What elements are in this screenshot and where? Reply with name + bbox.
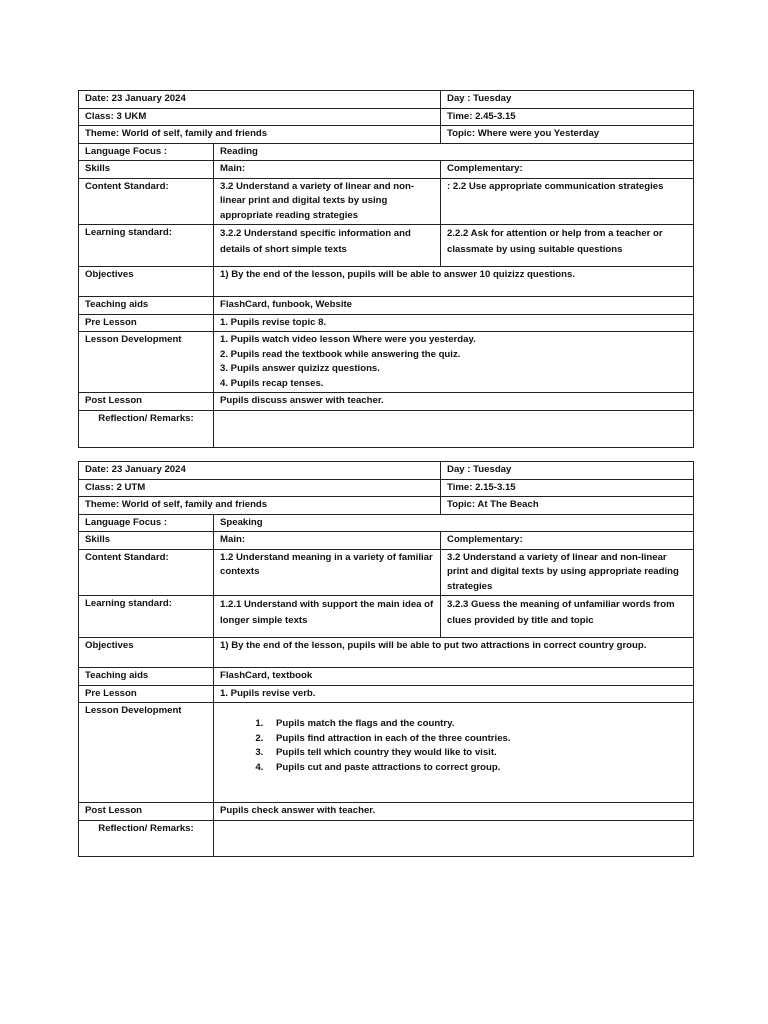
list-item: 4. Pupils recap tenses. bbox=[220, 377, 324, 389]
main-label: Main: bbox=[214, 161, 441, 179]
pre-lesson-value: 1. Pupils revise topic 8. bbox=[214, 314, 694, 332]
content-standard-main: 1.2 Understand meaning in a variety of familiar contexts bbox=[214, 549, 441, 596]
objectives-value: 1) By the end of the lesson, pupils will be able to answer 10 quizizz questions. bbox=[214, 267, 694, 297]
lesson-development-label: Lesson Development bbox=[79, 332, 214, 393]
language-focus-label: Language Focus : bbox=[79, 514, 214, 532]
objectives-label: Objectives bbox=[79, 638, 214, 668]
list-item: 2. Pupils read the textbook while answering the quiz. bbox=[220, 348, 461, 360]
content-standard-label: Content Standard: bbox=[79, 549, 214, 596]
theme-cell: Theme: World of self, family and friends bbox=[79, 497, 441, 515]
post-lesson-label: Post Lesson bbox=[79, 803, 214, 821]
class-cell: Class: 2 UTM bbox=[79, 479, 441, 497]
topic-cell: Topic: At The Beach bbox=[441, 497, 694, 515]
learning-standard-label: Learning standard: bbox=[79, 225, 214, 267]
content-standard-main: 3.2 Understand a variety of linear and non-linear print and digital texts by using appropriate reading strategies bbox=[214, 178, 441, 225]
lesson-steps-list bbox=[220, 717, 687, 775]
date-cell: Date: 23 January 2024 bbox=[79, 462, 441, 480]
day-cell: Day : Tuesday bbox=[441, 91, 694, 109]
lesson-plan-2 bbox=[78, 461, 694, 857]
teaching-aids-value: FlashCard, funbook, Website bbox=[214, 297, 694, 315]
post-lesson-value: Pupils check answer with teacher. bbox=[214, 803, 694, 821]
main-label: Main: bbox=[214, 532, 441, 550]
learning-standard-main: 3.2.2 Understand specific information and details of short simple texts bbox=[214, 225, 441, 267]
skills-label: Skills bbox=[79, 532, 214, 550]
language-focus-label: Language Focus : bbox=[79, 143, 214, 161]
reflection-value bbox=[214, 410, 694, 447]
theme-cell: Theme: World of self, family and friends bbox=[79, 126, 441, 144]
pre-lesson-value: 1. Pupils revise verb. bbox=[214, 685, 694, 703]
objectives-label: Objectives bbox=[79, 267, 214, 297]
post-lesson-label: Post Lesson bbox=[79, 393, 214, 411]
pre-lesson-label: Pre Lesson bbox=[79, 685, 214, 703]
list-item: 3. Pupils answer quizizz questions. bbox=[220, 363, 380, 374]
teaching-aids-value: FlashCard, textbook bbox=[214, 668, 694, 686]
class-cell: Class: 3 UKM bbox=[79, 108, 441, 126]
content-standard-comp: : 2.2 Use appropriate communication strategies bbox=[441, 178, 694, 225]
time-cell: Time: 2.45-3.15 bbox=[441, 108, 694, 126]
teaching-aids-label: Teaching aids bbox=[79, 668, 214, 686]
list-item: 3. Pupils tell which country they would like to visit. bbox=[266, 746, 687, 761]
learning-standard-comp: 2.2.2 Ask for attention or help from a teacher or classmate by using suitable questions bbox=[441, 225, 694, 267]
complementary-label: Complementary: bbox=[441, 161, 694, 179]
teaching-aids-label: Teaching aids bbox=[79, 297, 214, 315]
lesson-development-value bbox=[214, 703, 694, 803]
list-item: 1. Pupils match the flags and the country. bbox=[266, 717, 687, 732]
post-lesson-value: Pupils discuss answer with teacher. bbox=[214, 393, 694, 411]
lesson-development-value bbox=[214, 332, 694, 393]
content-standard-comp: 3.2 Understand a variety of linear and non-linear print and digital texts by using appropriate reading strategies bbox=[441, 549, 694, 596]
reflection-label: Reflection/ Remarks: bbox=[79, 410, 214, 447]
learning-standard-comp: 3.2.3 Guess the meaning of unfamiliar words from clues provided by title and topic bbox=[441, 596, 694, 638]
complementary-label: Complementary: bbox=[441, 532, 694, 550]
time-cell: Time: 2.15-3.15 bbox=[441, 479, 694, 497]
skills-label: Skills bbox=[79, 161, 214, 179]
objectives-value: 1) By the end of the lesson, pupils will be able to put two attractions in correct country group. bbox=[214, 638, 694, 668]
topic-cell: Topic: Where were you Yesterday bbox=[441, 126, 694, 144]
content-standard-label: Content Standard: bbox=[79, 178, 214, 225]
pre-lesson-label: Pre Lesson bbox=[79, 314, 214, 332]
language-focus-value: Reading bbox=[214, 143, 694, 161]
reflection-value bbox=[214, 820, 694, 856]
language-focus-value: Speaking bbox=[214, 514, 694, 532]
date-cell: Date: 23 January 2024 bbox=[79, 91, 441, 109]
list-item: 1. Pupils watch video lesson Where were you yesterday. bbox=[220, 334, 476, 345]
lesson-plan-1 bbox=[78, 90, 694, 448]
list-item: 2. Pupils find attraction in each of the three countries. bbox=[266, 732, 687, 747]
learning-standard-label: Learning standard: bbox=[79, 596, 214, 638]
lesson-development-label: Lesson Development bbox=[79, 703, 214, 803]
reflection-label: Reflection/ Remarks: bbox=[79, 820, 214, 856]
day-cell: Day : Tuesday bbox=[441, 462, 694, 480]
learning-standard-main: 1.2.1 Understand with support the main idea of longer simple texts bbox=[214, 596, 441, 638]
list-item: 4. Pupils cut and paste attractions to correct group. bbox=[266, 761, 687, 776]
